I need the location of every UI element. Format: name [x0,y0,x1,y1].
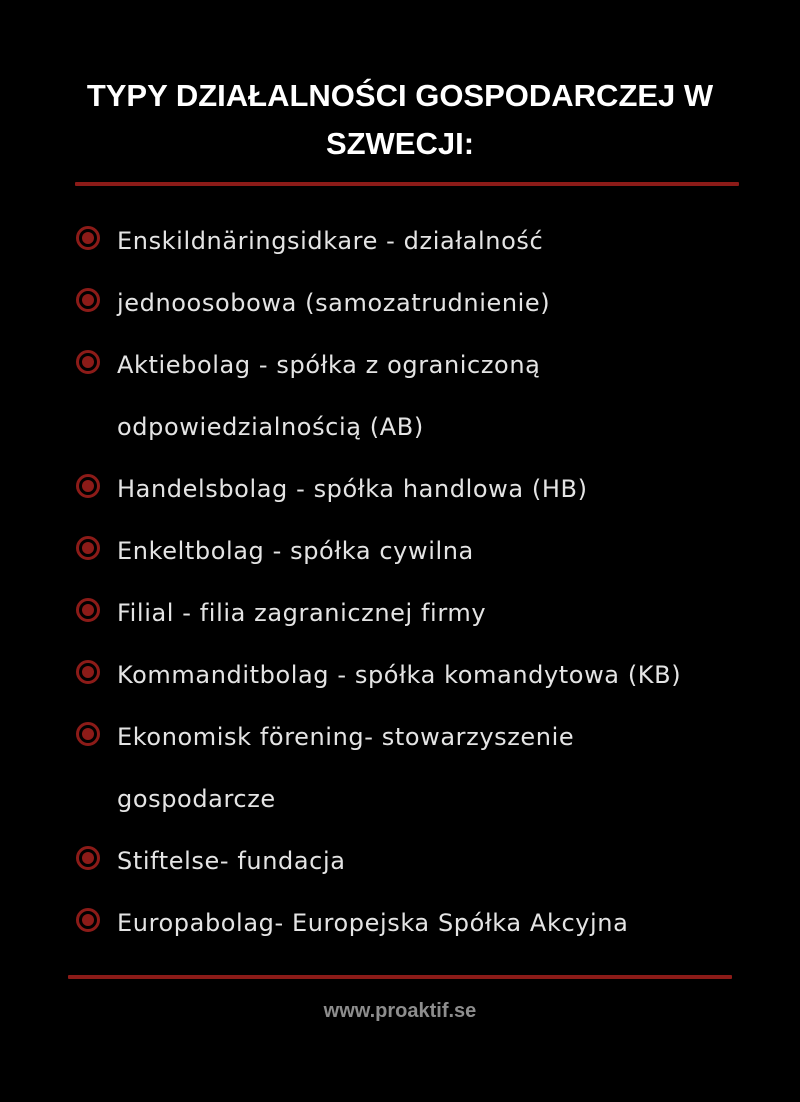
list-item [76,644,776,706]
target-bullet-icon [76,598,100,622]
list-item [76,272,776,334]
list-item [76,334,776,396]
target-bullet-icon [76,350,100,374]
list-item [76,396,776,458]
list-item [76,458,776,520]
list-item [76,706,776,768]
target-bullet-icon [76,846,100,870]
website-link[interactable]: www.proaktif.se [323,1000,477,1022]
target-bullet-icon [76,474,100,498]
list-item [76,520,776,582]
list-item [76,582,776,644]
list-item-text: Enskildnäringsidkare - działalność [117,227,544,255]
list-item-text: Ekonomisk förening- stowarzyszenie [117,723,575,751]
target-bullet-icon [76,660,100,684]
list-item [76,892,776,954]
list-item-text: Stiftelse- fundacja [117,847,346,875]
list-item-text: Aktiebolag - spółka z ograniczoną [117,351,541,379]
business-types-list [76,210,776,954]
list-item [76,768,776,830]
target-bullet-icon [76,722,100,746]
top-divider [75,182,739,186]
list-item-text: Enkeltbolag - spółka cywilna [117,537,474,565]
list-item-text: Europabolag- Europejska Spółka Akcyjna [117,909,629,937]
list-item [76,830,776,892]
target-bullet-icon [76,908,100,932]
list-item-text: gospodarcze [117,785,276,813]
list-item [76,210,776,272]
list-item-text: Handelsbolag - spółka handlowa (HB) [117,475,588,503]
list-item-text: Filial - filia zagranicznej firmy [117,599,487,627]
list-item-text: jednoosobowa (samozatrudnienie) [117,289,551,317]
target-bullet-icon [76,226,100,250]
bottom-divider [68,975,732,979]
target-bullet-icon [76,288,100,312]
list-item-text: Kommanditbolag - spółka komandytowa (KB) [117,661,682,689]
page-title: TYPY DZIAŁALNOŚCI GOSPODARCZEJ W SZWECJI: [86,78,714,161]
target-bullet-icon [76,536,100,560]
list-item-text: odpowiedzialnością (AB) [117,413,424,441]
